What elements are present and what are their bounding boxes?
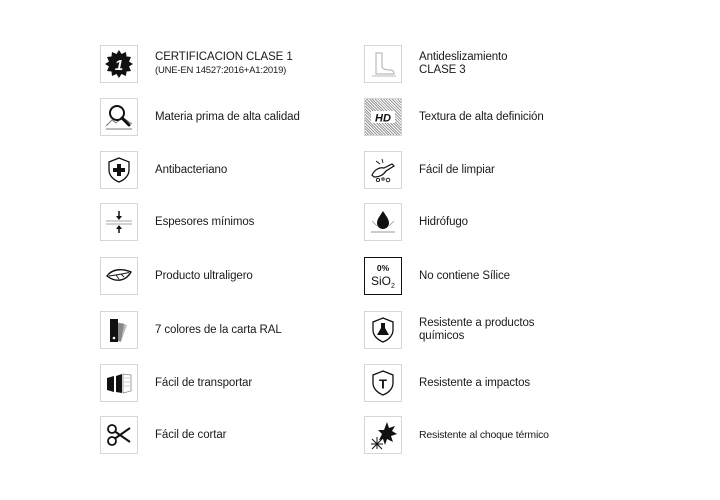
feature-label: CERTIFICACION CLASE 1 (UNE-EN 14527:2016+A1:2019) xyxy=(155,51,293,76)
feature-label: Textura de alta definición xyxy=(419,110,544,123)
feature-label: Producto ultraligero xyxy=(155,269,253,282)
feature-label: Resistente al choque térmico xyxy=(419,428,549,441)
feature-label: Fácil de cortar xyxy=(155,428,227,441)
feature-label: Materia prima de alta calidad xyxy=(155,110,300,123)
magnifier-icon xyxy=(100,98,138,136)
feature-transport xyxy=(100,363,252,403)
feature-thermal-shock xyxy=(364,415,549,455)
feature-label: Antideslizamiento CLASE 3 xyxy=(419,51,508,76)
feature-water-repellent xyxy=(364,202,468,242)
feature-label: Espesores mínimos xyxy=(155,215,255,228)
feature-label: Resistente a impactos xyxy=(419,376,531,389)
easy-clean-hand-icon xyxy=(364,151,402,189)
feature-quality xyxy=(100,97,300,137)
impact-shield-icon xyxy=(364,364,402,402)
certification-badge-icon xyxy=(100,45,138,83)
svg-text:SiO: SiO xyxy=(370,274,392,288)
feature-no-silica xyxy=(364,256,510,296)
feather-leaf-icon xyxy=(100,257,138,295)
feature-hd-texture xyxy=(364,97,544,137)
feature-thickness xyxy=(100,202,254,242)
feature-easy-clean xyxy=(364,150,495,190)
no-silica-icon xyxy=(364,257,402,295)
color-swatch-icon xyxy=(100,311,138,349)
transport-panels-icon xyxy=(100,364,138,402)
feature-chemical-resistant xyxy=(364,310,534,350)
feature-antislip xyxy=(364,44,507,84)
thermal-shock-icon xyxy=(364,416,402,454)
hd-texture-icon xyxy=(364,98,402,136)
feature-ultralight xyxy=(100,256,253,296)
feature-colors xyxy=(100,310,282,350)
feature-label: Hidrófugo xyxy=(419,215,468,228)
feature-label: Antibacteriano xyxy=(155,163,228,176)
water-drop-icon xyxy=(364,203,402,241)
thickness-arrows-icon xyxy=(100,203,138,241)
feature-antibacterial xyxy=(100,150,227,190)
svg-text:2: 2 xyxy=(391,283,395,290)
svg-text:T: T xyxy=(379,376,387,392)
svg-text:HD: HD xyxy=(375,112,391,125)
feature-certification xyxy=(100,44,293,84)
chemical-flask-shield-icon xyxy=(364,311,402,349)
foot-antislip-icon xyxy=(364,45,402,83)
scissors-icon xyxy=(100,416,138,454)
svg-text:1: 1 xyxy=(114,57,124,74)
feature-label: Fácil de limpiar xyxy=(419,163,495,176)
feature-label: Resistente a productos químicos xyxy=(419,317,535,342)
feature-label: Fácil de transportar xyxy=(155,376,253,389)
feature-label: 7 colores de la carta RAL xyxy=(155,323,282,336)
svg-text:0%: 0% xyxy=(376,263,390,273)
feature-label: No contiene Sílice xyxy=(419,269,510,282)
antibacterial-shield-icon xyxy=(100,151,138,189)
feature-impact-resistant xyxy=(364,363,530,403)
feature-cutting xyxy=(100,415,226,455)
